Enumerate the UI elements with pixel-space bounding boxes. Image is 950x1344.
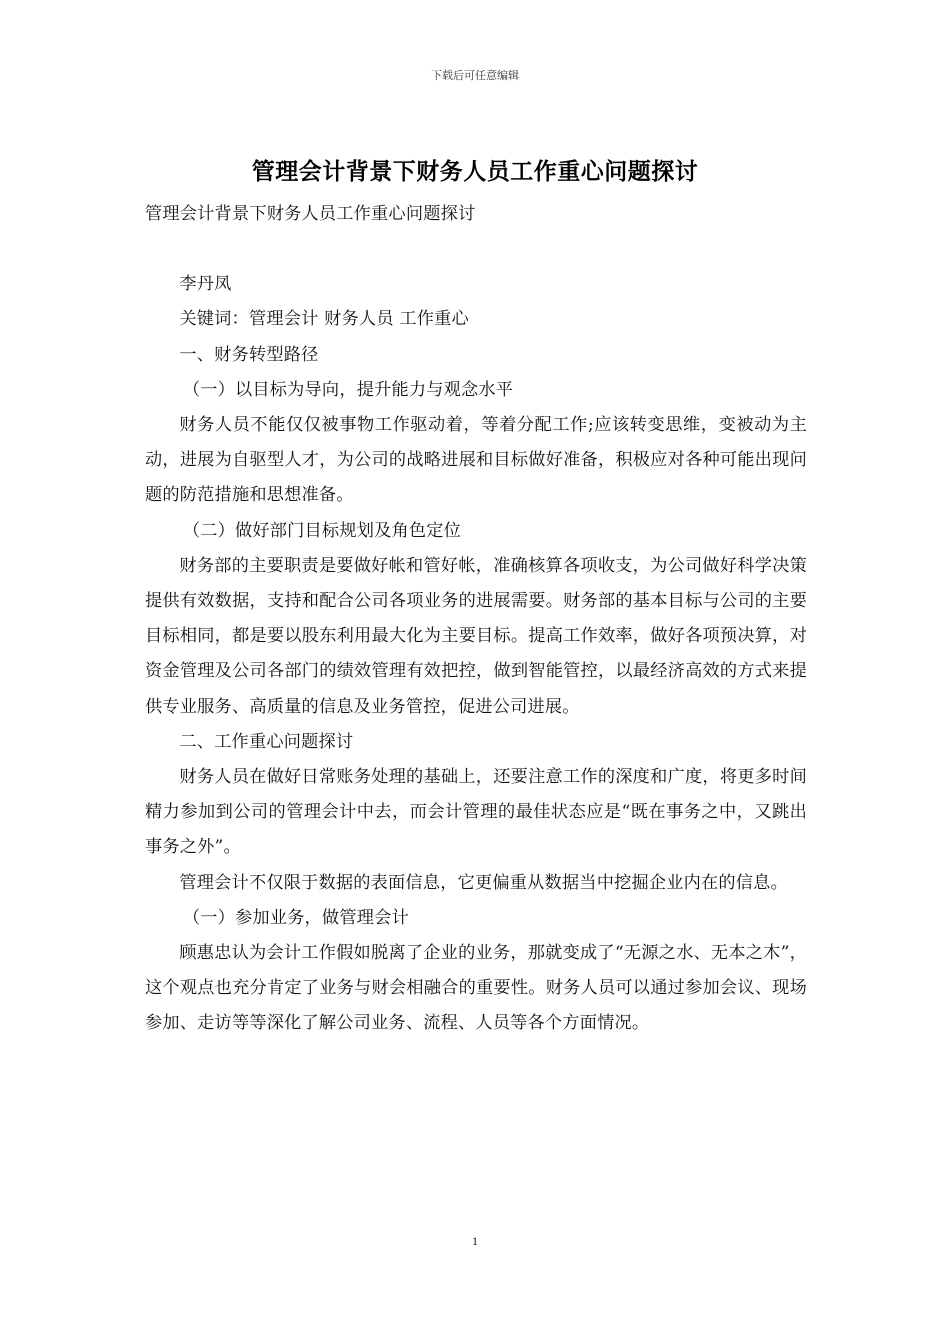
paragraph: 管理会计不仅限于数据的表面信息，它更偏重从数据当中挖掘企业内在的信息。 — [179, 872, 788, 893]
author: 李丹凤 — [179, 274, 232, 295]
paragraph: 顾惠忠认为会计工作假如脱离了企业的业务，那就变成了“无源之水、无本之木”，这个观点也充分肯定了业务与财会相融合的重要性。财务人员可以通过参加会议、现场参加、走访等等深化了解公司业务、流程、人员等各个方面情况。 — [145, 943, 807, 1034]
document-subtitle: 管理会计背景下财务人员工作重心问题探讨 — [145, 204, 476, 224]
blank-line — [145, 232, 807, 267]
paragraph: 财务部的主要职责是要做好帐和管好帐，准确核算各项收支，为公司做好科学决策提供有效数据，支持和配合公司各项业务的进展需要。财务部的基本目标与公司的主要目标相同，都是要以股东利用最大化为主要目标。提高工作效率，做好各项预决算，对资金管理及公司各部门的绩效管理有效把控，做到智能管控，以最经济高效的方式来提供专业服务、高质量的信息及业务管控，促进公司进展。 — [145, 555, 807, 717]
header-note: 下载后可任意编辑 — [431, 69, 519, 82]
document-body — [145, 197, 807, 1042]
subsection-heading: （二）做好部门目标规划及角色定位 — [182, 520, 462, 541]
subsection-heading: （一）以目标为导向，提升能力与观念水平 — [182, 379, 514, 400]
section-heading: 一、财务转型路径 — [179, 344, 319, 365]
paragraph: 财务人员不能仅仅被事物工作驱动着，等着分配工作;应该转变思维，变被动为主动，进展为自驱型人才，为公司的战略进展和目标做好准备，积极应对各种可能出现问题的防范措施和思想准备。 — [145, 415, 807, 506]
page-number: 1 — [472, 1234, 478, 1248]
section-heading: 二、工作重心问题探讨 — [179, 731, 354, 752]
subsection-heading: （一）参加业务，做管理会计 — [182, 907, 409, 928]
document-title: 管理会计背景下财务人员工作重心问题探讨 — [251, 159, 699, 185]
keywords: 关键词：管理会计 财务人员 工作重心 — [179, 309, 469, 330]
paragraph: 财务人员在做好日常账务处理的基础上，还要注意工作的深度和广度，将更多时间精力参加到公司的管理会计中去，而会计管理的最佳状态应是“既在事务之中，又跳出事务之外”。 — [145, 767, 807, 858]
